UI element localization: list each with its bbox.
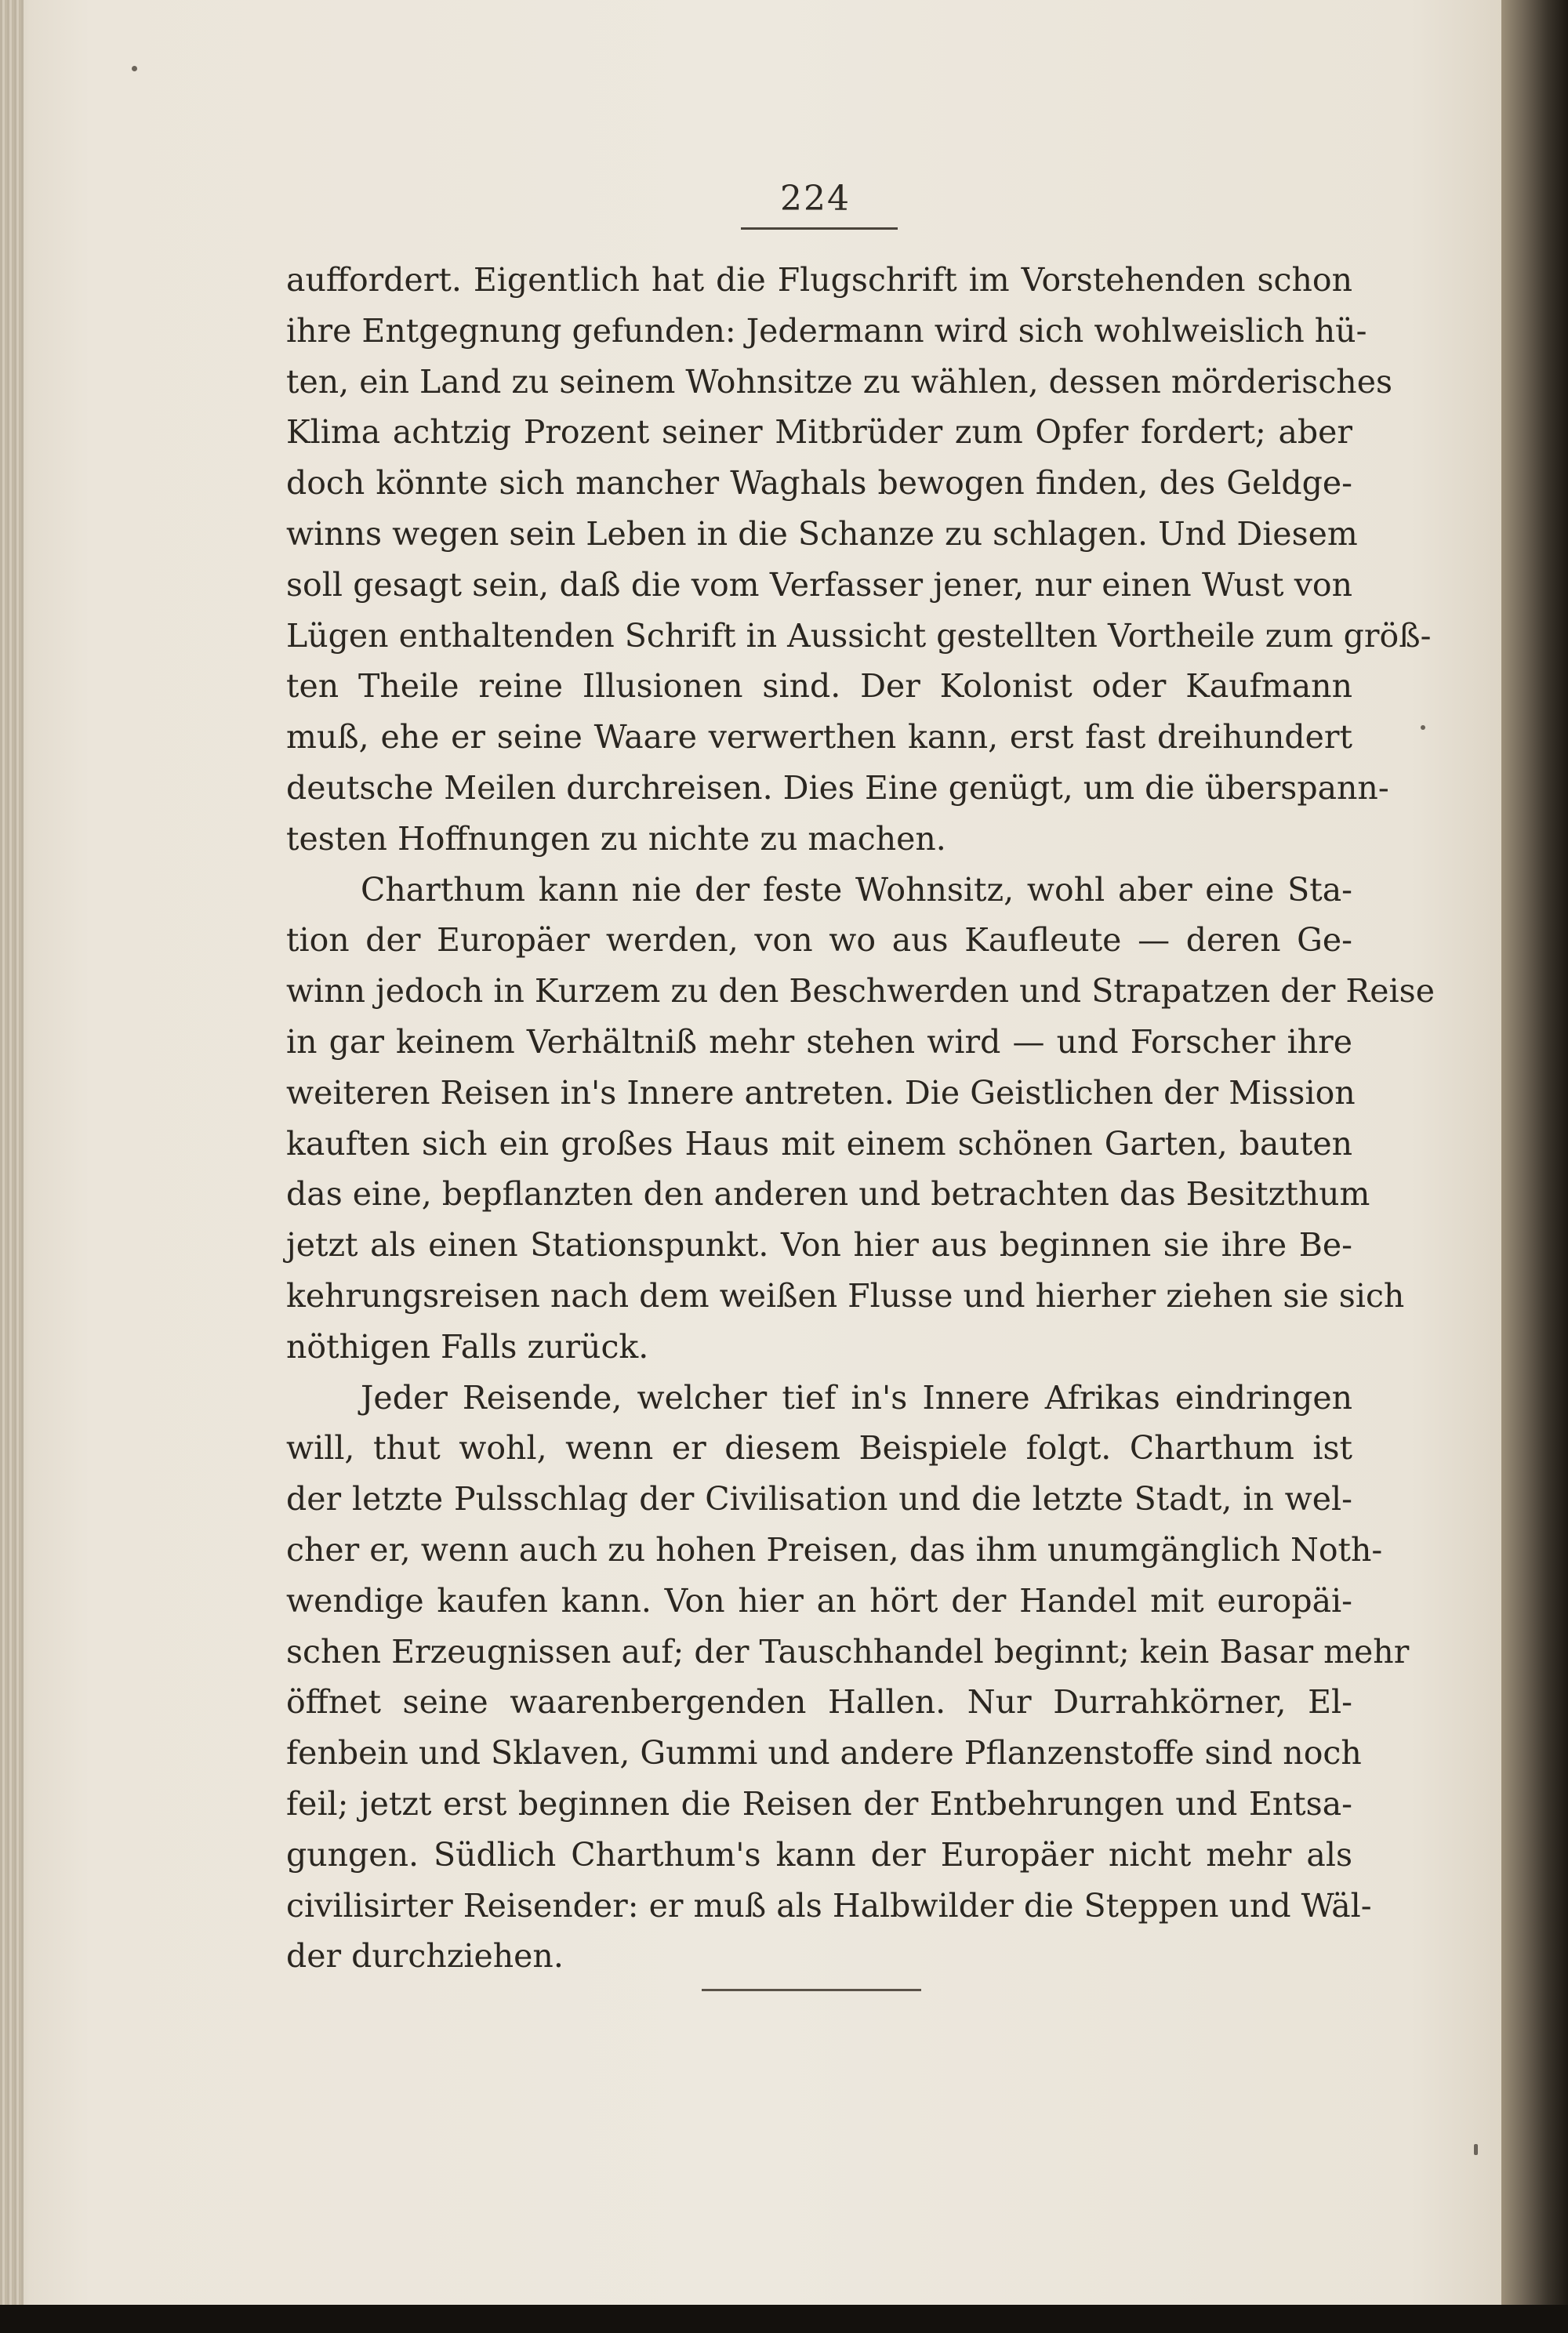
text-line: doch könnte sich mancher Waghals bewogen finden, des Geldge- <box>286 464 1352 503</box>
paragraph-2 <box>286 865 1435 1373</box>
text-line: wendige kaufen kann. Von hier an hört der Handel mit europäi- <box>286 1581 1352 1620</box>
page-number-rule <box>741 227 898 230</box>
text-line: Jeder Reisende, welcher tief in's Innere Afrikas eindringen <box>361 1378 1352 1417</box>
text-line: cher er, wenn auch zu hohen Preisen, das ihm unumgänglich Noth- <box>286 1530 1383 1569</box>
text-line: Lügen enthaltenden Schrift in Aussicht gestellten Vortheile zum größ- <box>286 616 1432 655</box>
text-line: fenbein und Sklaven, Gummi und andere Pflanzenstoffe sind noch <box>286 1734 1362 1772</box>
text-line: muß, ehe er seine Waare verwerthen kann, erst fast dreihundert <box>286 718 1352 757</box>
book-spine-shadow <box>1501 0 1568 2333</box>
text-line: soll gesagt sein, daß die vom Verfasser jener, nur einen Wust von <box>286 565 1352 604</box>
text-line: will, thut wohl, wenn er diesem Beispiele folgt. Charthum ist <box>286 1429 1352 1468</box>
text-line: ihre Entgegnung gefunden: Jedermann wird sich wohlweislich hü- <box>286 311 1367 350</box>
text-line: schen Erzeugnissen auf; der Tauschhandel beginnt; kein Basar mehr <box>286 1632 1410 1671</box>
closing-rule <box>702 1989 921 1991</box>
text-line: der letzte Pulsschlag der Civilisation und die letzte Stadt, in wel- <box>286 1480 1352 1518</box>
text-line: kauften sich ein großes Haus mit einem schönen Garten, bauten <box>286 1124 1352 1163</box>
text-line: kehrungsreisen nach dem weißen Flusse und hierher ziehen sie sich <box>286 1276 1405 1315</box>
text-line: ten Theile reine Illusionen sind. Der Kolonist oder Kaufmann <box>286 667 1352 706</box>
text-line: gungen. Südlich Charthum's kann der Europäer nicht mehr als <box>286 1835 1352 1874</box>
text-line: feil; jetzt erst beginnen die Reisen der Entbehrungen und Entsa- <box>286 1784 1352 1823</box>
paper-spot <box>1421 725 1425 730</box>
text-line: civilisirter Reisender: er muß als Halbwilder die Steppen und Wäl- <box>286 1886 1372 1925</box>
text-line: auffordert. Eigentlich hat die Flugschrift im Vorstehenden schon <box>286 261 1352 299</box>
body-text <box>286 255 1435 1982</box>
text-line: das eine, bepflanzten den anderen und betrachten das Besitzthum <box>286 1175 1370 1214</box>
text-line: der durchziehen. <box>286 1937 564 1976</box>
text-line: testen Hoffnungen zu nichte zu machen. <box>286 819 946 858</box>
text-line: öffnet seine waarenbergenden Hallen. Nur Durrahkörner, El- <box>286 1683 1352 1722</box>
paragraph-1 <box>286 255 1432 865</box>
text-line: weiteren Reisen in's Innere antreten. Die Geistlichen der Mission <box>286 1073 1356 1112</box>
text-line: Klima achtzig Prozent seiner Mitbrüder zum Opfer fordert; aber <box>286 413 1352 452</box>
text-line: deutsche Meilen durchreisen. Dies Eine genügt, um die überspann- <box>286 768 1389 807</box>
text-line: tion der Europäer werden, von wo aus Kaufleute — deren Ge- <box>286 921 1352 960</box>
paper-spot <box>132 66 137 71</box>
text-line: ten, ein Land zu seinem Wohnsitze zu wählen, dessen mörderisches <box>286 362 1393 401</box>
scan-background <box>0 2305 1568 2333</box>
page-number: 224 <box>780 179 851 219</box>
text-line: jetzt als einen Stationspunkt. Von hier aus beginnen sie ihre Be- <box>286 1226 1352 1264</box>
text-line: nöthigen Falls zurück. <box>286 1327 649 1366</box>
text-line: in gar keinem Verhältniß mehr stehen wird — und Forscher ihre <box>286 1022 1352 1061</box>
text-line: winn jedoch in Kurzem zu den Beschwerden und Strapatzen der Reise <box>286 972 1435 1010</box>
paper-spot <box>1474 2144 1478 2155</box>
text-line: Charthum kann nie der feste Wohnsitz, wohl aber eine Sta- <box>361 870 1352 909</box>
paragraph-3 <box>286 1373 1410 1983</box>
text-line: winns wegen sein Leben in die Schanze zu schlagen. Und Diesem <box>286 514 1358 553</box>
page-stack-edge <box>0 0 24 2305</box>
